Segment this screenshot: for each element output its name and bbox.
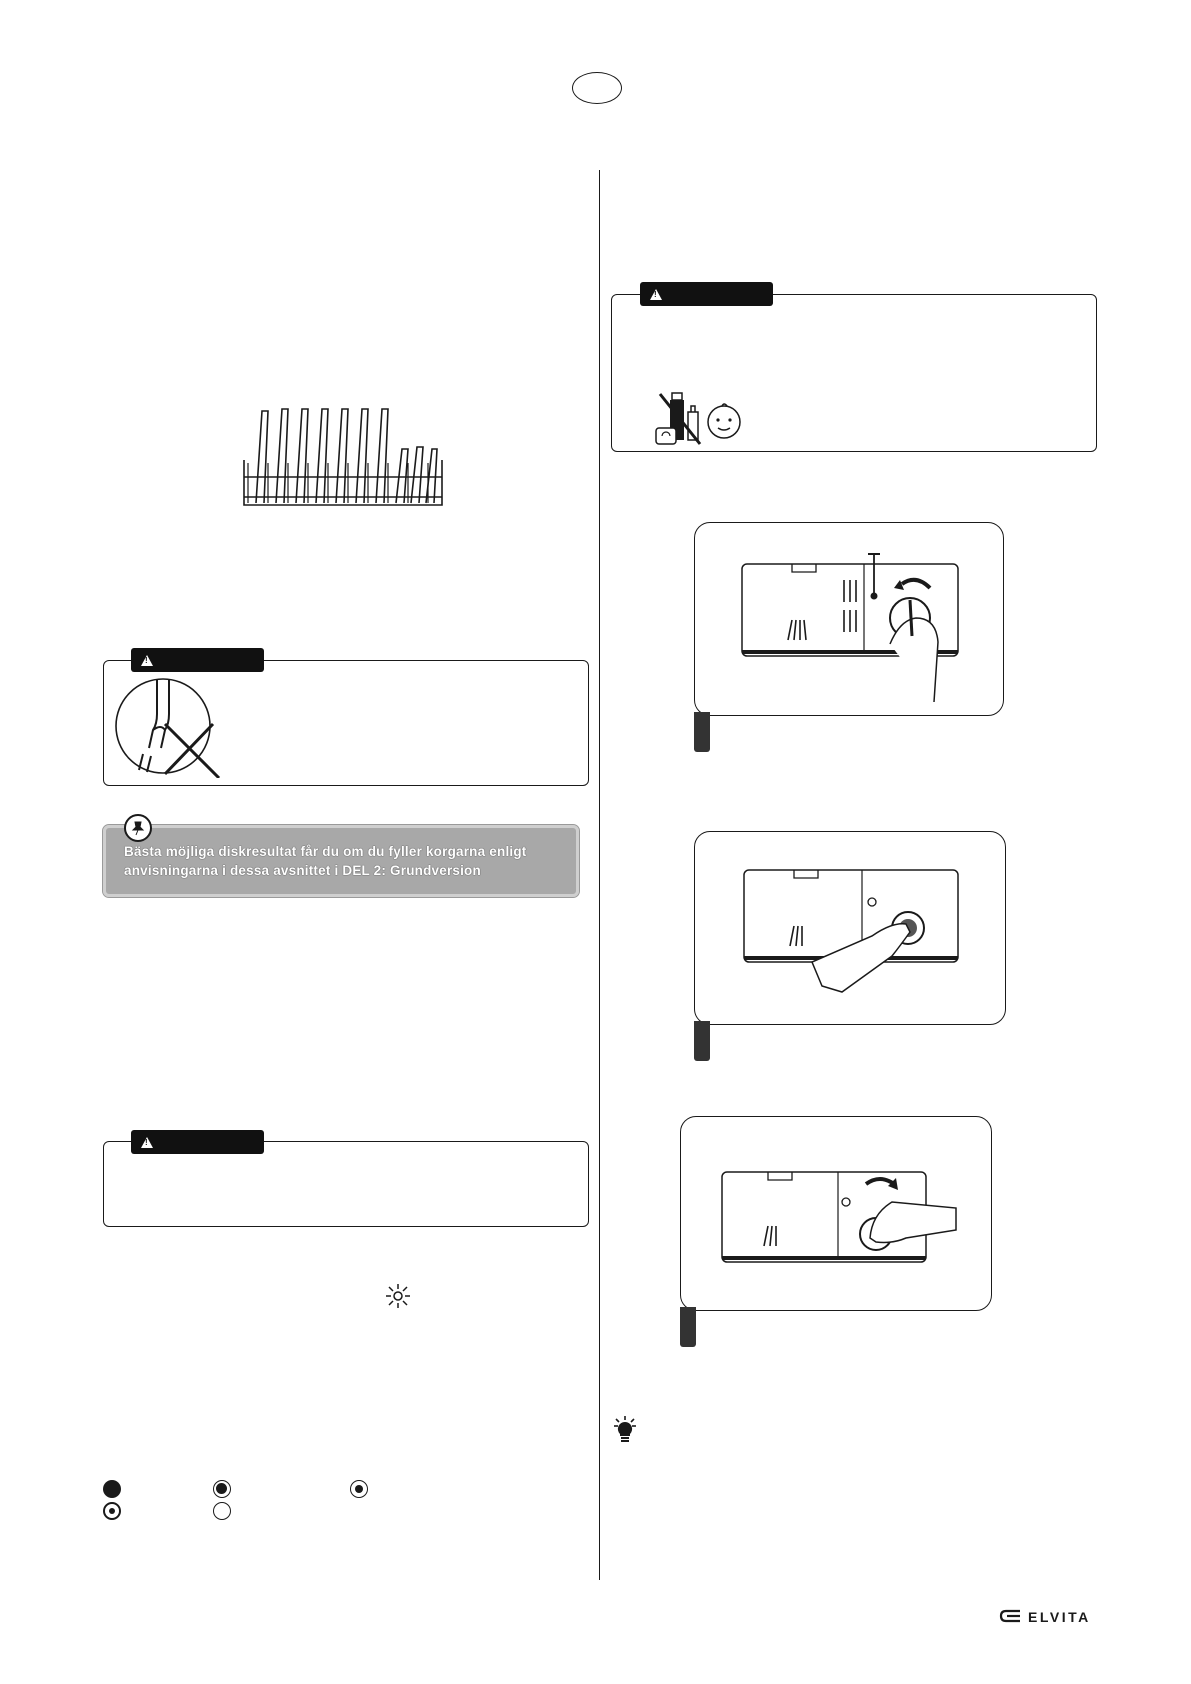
dispenser-close-illustration — [720, 1152, 960, 1272]
tip-lightbulb-icon — [612, 1416, 638, 1444]
pushpin-icon — [124, 814, 152, 842]
rinse-aid-indicator-icon — [385, 1283, 411, 1309]
note-text: Bästa möjliga diskresultat får du om du fyller korgarna enligt anvisningarna i dessa avsnittet i DEL 2: Grundversion — [124, 844, 527, 878]
dispenser-open-illustration — [740, 550, 965, 710]
warning-triangle-icon — [141, 1137, 153, 1148]
brand-name: ELVITA — [1028, 1609, 1091, 1625]
figure-tab — [694, 712, 710, 752]
column-divider — [599, 170, 600, 1580]
elvita-logo-icon — [998, 1607, 1024, 1625]
page-number-badge — [572, 72, 622, 104]
keep-away-from-children-icon — [654, 390, 746, 446]
warning-triangle-icon — [650, 289, 662, 300]
note-box — [103, 825, 579, 897]
figure-tab — [680, 1307, 696, 1347]
plate-rack-icon — [238, 405, 448, 510]
indicator-empty-dot — [213, 1502, 231, 1520]
warning-label — [640, 282, 773, 306]
figure-tab — [694, 1021, 710, 1061]
indicator-large-dot — [213, 1480, 231, 1498]
indicator-full-dot — [103, 1480, 121, 1498]
indicator-medium-dot — [350, 1480, 368, 1498]
warning-triangle-icon — [141, 655, 153, 666]
no-sharp-knives-icon — [113, 674, 223, 778]
indicator-small-dot — [103, 1502, 121, 1520]
dispenser-fill-illustration — [742, 866, 967, 996]
warning-label — [131, 1130, 264, 1154]
warning-label — [131, 648, 264, 672]
